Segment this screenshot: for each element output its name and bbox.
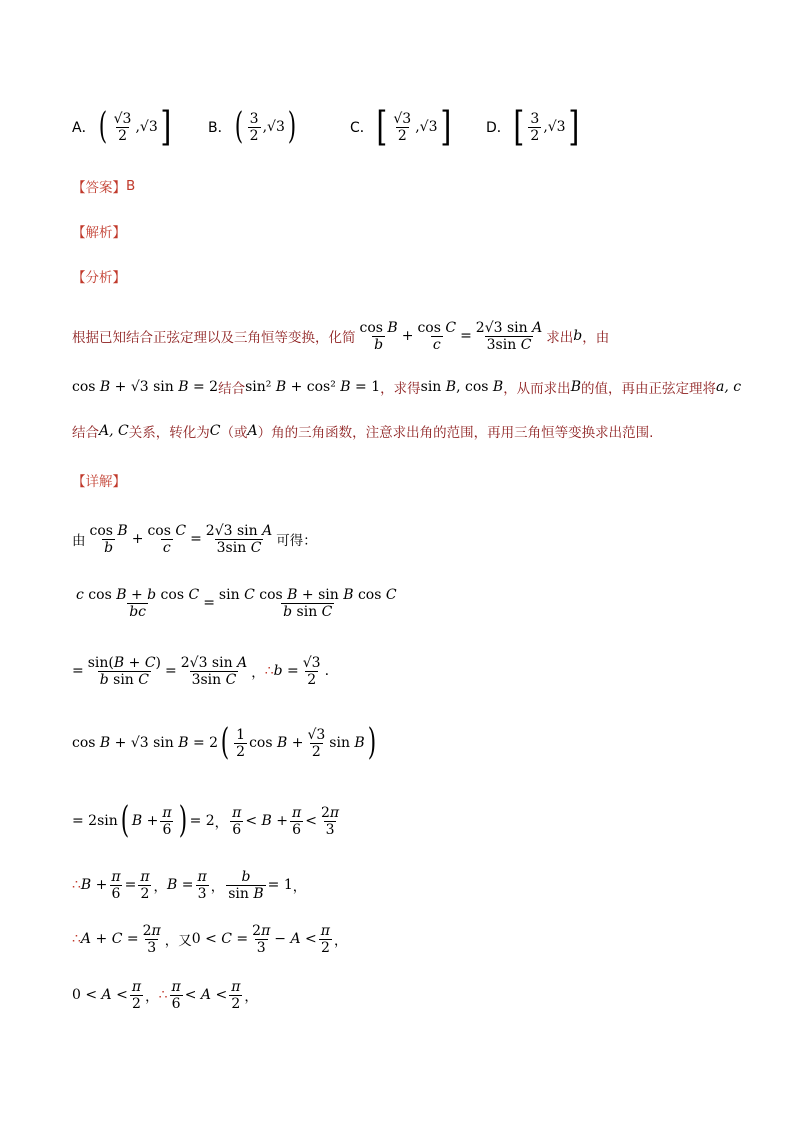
option-a — [72, 104, 173, 150]
xj-l6-therefore: ∴ — [72, 877, 81, 893]
xiangjie-tag-line — [72, 470, 126, 490]
xj-line-5: = 2sin ( B + $\frac{\pi}{6}$ ) = 2 ， $\frac{\pi}{6}$ < B + $\frac{\pi}{6}$ < $\frac{2\pi}{3}$ — [72, 800, 340, 841]
option-a-label: A． — [72, 120, 96, 136]
fenxi-p3-d: ）角的三角函数，注意求出角的范围，再用三角恒等变换求出范围. — [257, 425, 654, 441]
option-d-right: √3 — [547, 119, 566, 135]
option-d-left-bracket: [ — [513, 104, 525, 150]
xj-line-2: $\frac{\text{c cos B + b cos C}}{bc}$ = $\frac{\text{sin C cos B + sin B cos C}}{\text{b sin C}}$ — [76, 586, 397, 620]
fenxi-frac-cosc: $\frac{\text{cos C}}{c}$ — [417, 319, 457, 353]
option-b-right: √3 — [267, 119, 285, 135]
option-c-label: C． — [350, 120, 374, 136]
fenxi-p2-b: ，求得 — [380, 381, 421, 397]
option-a-right: √3 — [139, 119, 158, 135]
option-a-num: √3 — [113, 110, 132, 127]
option-c-sep: , — [415, 119, 420, 135]
xj-l3-therefore: ∴ — [264, 663, 274, 679]
option-c-den: 2 — [397, 127, 407, 144]
fenxi-frac-cosb: $\frac{\text{cos B}}{b}$ — [359, 319, 398, 353]
xj-l3-sep: ， — [251, 665, 265, 681]
option-b-right-bracket: ) — [287, 106, 297, 147]
xj-l8-therefore: ∴ — [158, 987, 168, 1003]
xj-line-1: 由 $\frac{\text{cos B}}{b}$ + $\frac{\text{cos C}}{c}$ = $\frac{\text{2√3 sin A}}{\text{3sin C}}$ 可得： — [72, 522, 317, 556]
option-d — [486, 104, 581, 150]
xj-l7-you: ，又 — [164, 933, 192, 949]
fenxi-line-1: 根据已知结合正弦定理以及三角恒等变换，化简 $\frac{\text{cos B}}{b}$ + $\frac{\text{cos C}}{c}$ = $\frac{\text{2√3 sin A}}{\text{3sin C}}$ 求出 b ，由 — [72, 319, 610, 353]
xiangjie-tag: 【详解】 — [72, 474, 126, 490]
xj-line-4: cos B + √3 sin B = 2 ( $\frac{1}{2}$ cos B + $\frac{√3}{2}$ sin B ) — [72, 722, 376, 763]
xj-l8-sep: ， — [145, 989, 159, 1005]
answer-tag: 【答案】 — [72, 180, 126, 196]
option-b-sep: , — [262, 119, 268, 135]
option-a-den: 2 — [118, 127, 127, 144]
xj-l6-sep1: ， — [153, 879, 168, 895]
xj-line-7: ∴ A + C = $\frac{2\pi}{3}$ ，又 0 < C = $\frac{2\pi}{3}$ − A < $\frac{\pi}{2}$ ， — [72, 922, 348, 956]
option-b-fraction — [248, 111, 261, 144]
option-c-right: √3 — [419, 119, 438, 135]
fenxi-tag-line — [72, 266, 126, 286]
option-c-left-bracket: [ — [376, 104, 388, 150]
option-d-sep: , — [543, 119, 548, 135]
xj-l6-end: ， — [292, 879, 307, 895]
fenxi-p3-c: （或 — [220, 425, 248, 441]
fenxi-frac-rhs: $\frac{\text{2√3 sin A}}{\text{3sin C}}$ — [475, 319, 543, 353]
fenxi-p3-a: 结合 — [72, 425, 99, 441]
answer-line — [72, 176, 135, 196]
option-c-right-bracket: ] — [439, 104, 451, 150]
option-d-num: 3 — [530, 110, 540, 127]
analysis-tag: 【解析】 — [72, 225, 126, 241]
xj-l8-end: ， — [244, 989, 258, 1005]
xj-l1-a: 由 — [72, 533, 86, 549]
fenxi-line-2: cos B + √3 sin B = 2 结合 sin² B + cos² B = 1 ，求得 sin B, cos B ，从而求出 B 的值，再由正弦定理将 a, c — [72, 379, 742, 397]
xj-l7-therefore: ∴ — [72, 931, 81, 947]
fenxi-line-3: 结合 A, C 关系，转化为 C （或 A ）角的三角函数，注意求出角的范围，再用三角恒等变换求出范围. — [72, 423, 654, 441]
option-c — [350, 104, 453, 150]
fenxi-p3-b: 关系，转化为 — [128, 425, 210, 441]
xj-line-6: ∴ B + $\frac{\pi}{6}$ = $\frac{\pi}{2}$ ， B = $\frac{\pi}{3}$ ， $\frac{b}{\text{sin B}}$ = 1 ， — [72, 868, 307, 902]
xj-l5-sep: ， — [214, 815, 229, 831]
option-b-label: B． — [208, 120, 232, 136]
answer-value: B — [126, 178, 136, 194]
xj-l6-sep2: ， — [210, 879, 225, 895]
fenxi-p2-c: ，从而求出 — [503, 381, 571, 397]
option-b-num: 3 — [249, 110, 259, 127]
xj-line-8: 0 < A < $\frac{\pi}{2}$ ， ∴ $\frac{\pi}{6}$ < A < $\frac{\pi}{2}$ ， — [72, 978, 258, 1012]
option-a-fraction — [112, 111, 134, 144]
option-d-right-bracket: ] — [567, 104, 579, 150]
option-b-left-bracket: ( — [234, 106, 243, 147]
fenxi-p2-d: 的值，再由正弦定理将 — [580, 381, 716, 397]
option-a-sep: , — [135, 119, 140, 135]
xj-l1-b: 可得： — [276, 533, 317, 549]
option-a-right-bracket: ] — [160, 104, 172, 150]
option-b-den: 2 — [249, 127, 259, 144]
fenxi-p1-c: ，由 — [582, 330, 610, 346]
option-d-den: 2 — [530, 127, 540, 144]
fenxi-tag: 【分析】 — [72, 270, 126, 286]
fenxi-p2-a: 结合 — [218, 381, 246, 397]
option-a-left-bracket: ( — [98, 106, 107, 147]
xj-line-3: = $\frac{\sin(B + C)}{\text{b sin C}}$ = $\frac{\text{2√3 sin A}}{\text{3sin C}}$ ， ∴ b = $\frac{√3}{2}$ . — [72, 654, 330, 688]
option-d-label: D． — [486, 120, 511, 136]
xj-l7-end: ， — [334, 933, 348, 949]
option-b — [208, 104, 299, 150]
option-c-fraction — [391, 111, 413, 144]
analysis-tag-line — [72, 221, 126, 241]
fenxi-p1-a: 根据已知结合正弦定理以及三角恒等变换，化简 — [72, 330, 356, 346]
option-d-fraction — [528, 111, 541, 144]
option-c-num: √3 — [393, 110, 412, 127]
fenxi-p1-b: 求出 — [546, 330, 574, 346]
